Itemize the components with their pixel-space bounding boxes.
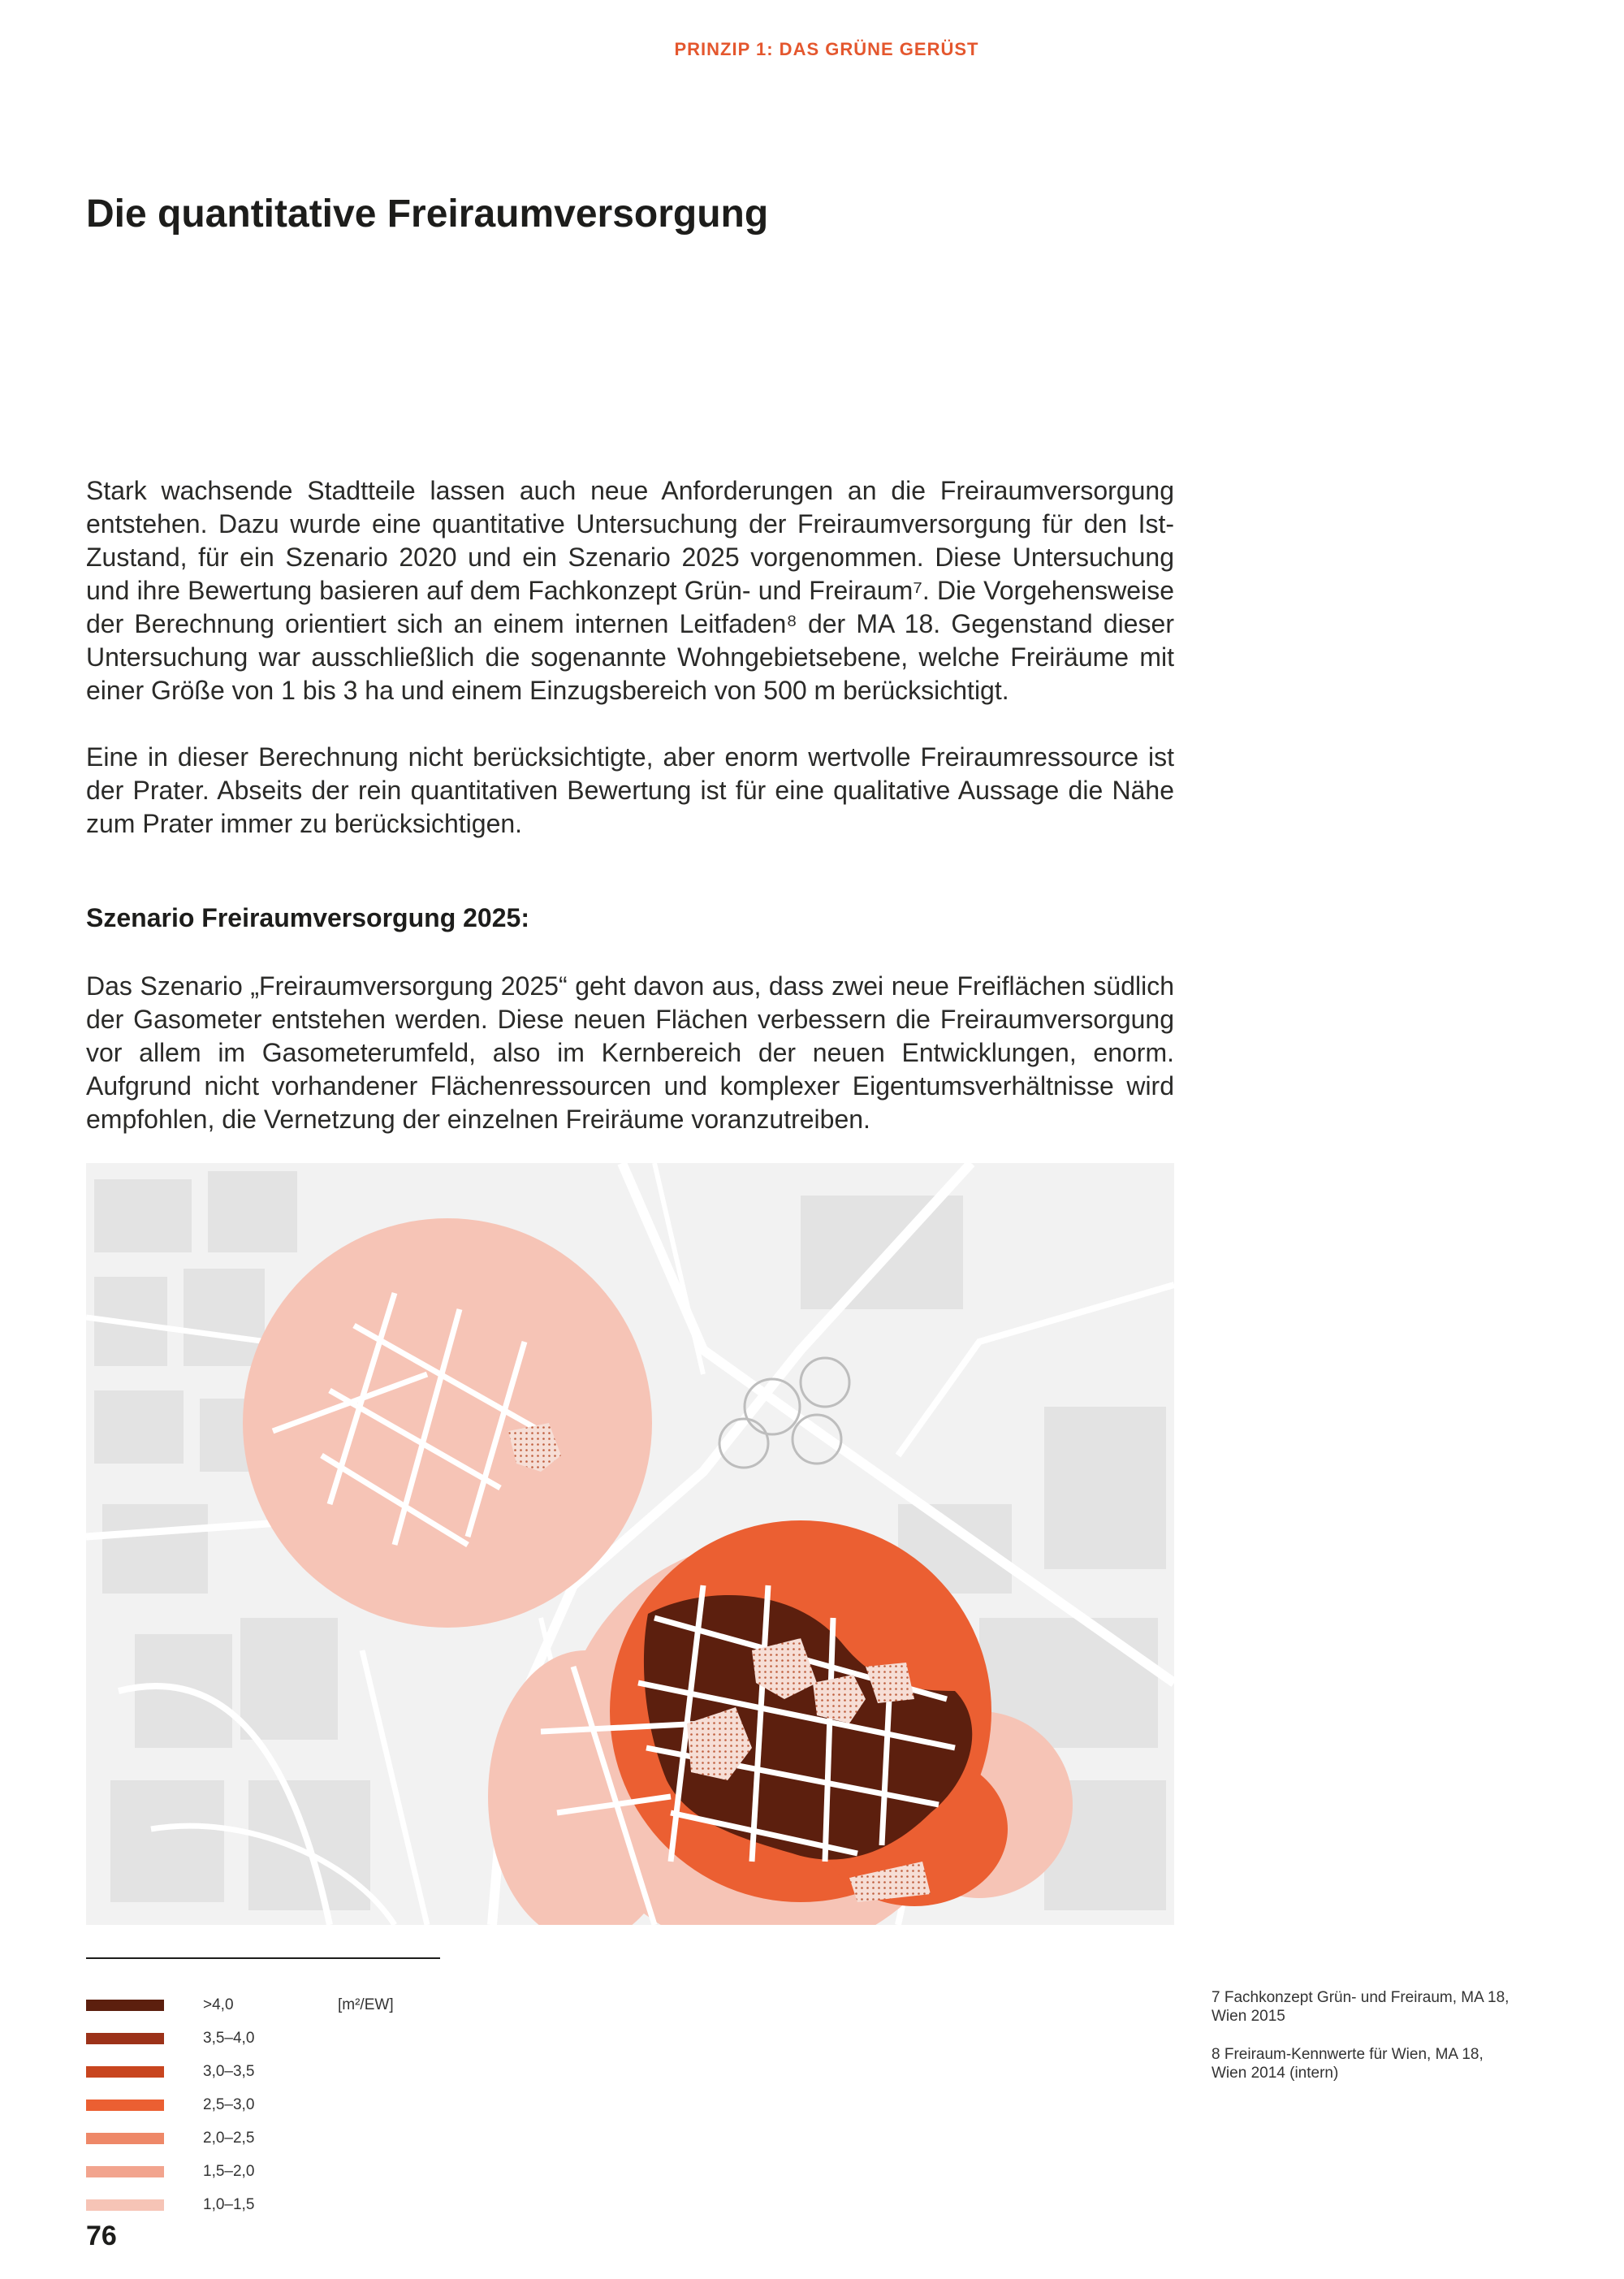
legend-swatch: [86, 2033, 164, 2044]
footnotes: [1212, 1988, 1520, 2102]
legend-swatch: [86, 2199, 164, 2211]
body-paragraph-prater: Eine in dieser Berechnung nicht berücksichtigte, aber enorm wertvolle Freiraumressource ist der Prater. Abseits der rein quantitativen Bewertung ist für eine qualitative Aussage die Nähe zum Prater immer zu berücksichtigen.: [86, 742, 1174, 838]
open-space-supply-map: [86, 1163, 1174, 1925]
legend: [86, 1996, 492, 2229]
legend-unit: [m²/EW]: [338, 1996, 394, 2013]
page-title: Die quantitative Freiraumversorgung: [86, 192, 769, 236]
legend-row: [86, 1996, 492, 2030]
legend-label: 2,0–2,5: [203, 2130, 255, 2147]
legend-swatch: [86, 2166, 164, 2177]
legend-label: >4,0: [203, 1996, 234, 2013]
scenario-subheading: Szenario Freiraumversorgung 2025:: [86, 903, 529, 932]
map-svg: [86, 1163, 1174, 1925]
body-paragraph-intro: Stark wachsende Stadtteile lassen auch neue Anforderungen an die Freiraumversorgung entstehen. Dazu wurde eine quantitative Untersuchung der Freiraumversorgung für den Ist-Zustand, für ein Szenario 2020 und ein Szenario 2025 vorgenommen. Diese Untersuchung und ihre Bewertung basieren auf dem Fachkonzept Grün- und Freiraum⁷. Die Vorgehensweise der Berechnung orientiert sich an einem internen Leitfaden⁸ der MA 18. Gegenstand dieser Untersuchung war ausschließlich die sogenannte Wohngebietsebene, welche Freiräume mit einer Größe von 1 bis 3 ha und einem Einzugsbereich von 500 m berücksichtigt.: [86, 476, 1174, 705]
legend-row: [86, 2063, 492, 2096]
body-paragraph-scenario: Das Szenario „Freiraumversorgung 2025“ geht davon aus, dass zwei neue Freiflächen südlich der Gasometer entstehen werden. Diese neuen Flächen verbessern die Freiraumversorgung vor allem im Gasometerumfeld, also im Kernbereich der neuen Entwicklungen, enorm. Aufgrund nicht vorhandener Flächenressourcen und komplexer Eigentumsverhältnisse wird empfohlen, die Vernetzung der einzelnen Freiräume voranzutreiben.: [86, 971, 1174, 1134]
legend-swatch: [86, 2000, 164, 2011]
legend-label: 3,0–3,5: [203, 2063, 255, 2080]
footnote-8: 8 Freiraum-Kennwerte für Wien, MA 18, Wien 2014 (intern): [1212, 2046, 1484, 2082]
legend-swatch: [86, 2100, 164, 2111]
legend-swatch: [86, 2133, 164, 2144]
legend-label: 3,5–4,0: [203, 2030, 255, 2047]
legend-label: 2,5–3,0: [203, 2096, 255, 2113]
legend-swatch: [86, 2066, 164, 2078]
legend-label: 1,5–2,0: [203, 2163, 255, 2180]
legend-label: 1,0–1,5: [203, 2196, 255, 2213]
legend-row: [86, 2163, 492, 2196]
legend-row: [86, 2030, 492, 2063]
footnote-7: 7 Fachkonzept Grün- und Freiraum, MA 18, Wien 2015: [1212, 1989, 1510, 2025]
section-header: PRINZIP 1: DAS GRÜNE GERÜST: [674, 39, 979, 59]
legend-row: [86, 2196, 492, 2229]
legend-row: [86, 2096, 492, 2130]
page-number: 76: [86, 2221, 117, 2251]
legend-row: [86, 2130, 492, 2163]
legend-divider: [86, 1957, 440, 1959]
